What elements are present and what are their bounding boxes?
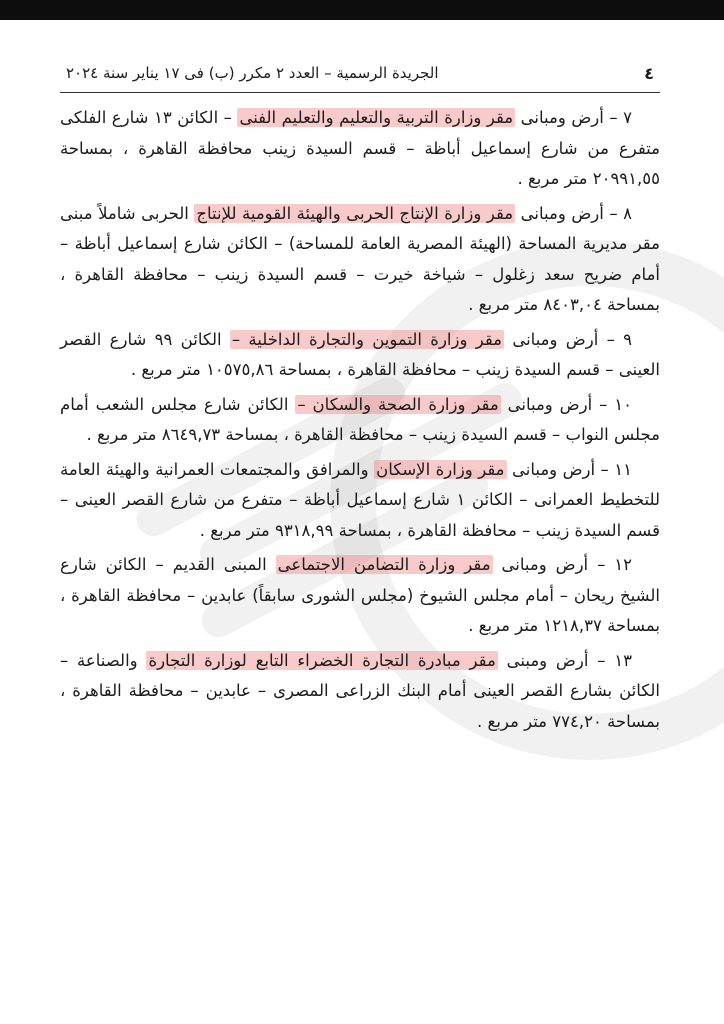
page-number: ٤ — [644, 63, 654, 83]
highlighted-text: مقر وزارة التموين والتجارة الداخلية – — [231, 329, 503, 349]
list-item-7: ٧ – أرض ومبانى مقر وزارة التربية والتعليم والتعليم الفنى – الكائن ١٣ شارع الفلكى متفرع من شارع إسماعيل أباظة – قسم السيدة زينب محافظة القاهرة ، بمساحة ٢٠٩٩١,٥٥ متر مربع . — [60, 108, 660, 188]
list-item-11: ١١ – أرض ومبانى مقر وزارة الإسكان والمرافق والمجتمعات العمرانية والهيئة العامة للتخطيط العمرانى – الكائن ١ شارع إسماعيل أباظة – متفرع من شارع القصر العينى – قسم السيدة زينب – محافظة القاهرة ، بمساحة ٩٣١٨,٩٩ متر مربع . — [60, 459, 660, 540]
highlighted-text: مقر مبادرة التجارة الخضراء التابع لوزارة التجارة — [148, 650, 496, 670]
list-item-13: ١٣ – أرض ومبنى مقر مبادرة التجارة الخضراء التابع لوزارة التجارة والصناعة – الكائن بشارع القصر العينى أمام البنك الزراعى المصرى – عابدين – محافظة القاهرة ، بمساحة ٧٧٤,٢٠ متر مربع . — [60, 650, 660, 731]
list-item-8: ٨ – أرض ومبانى مقر وزارة الإنتاج الحربى والهيئة القومية للإنتاج الحربى شاملاً مبنى مقر مديرية المساحة (الهيئة المصرية العامة للمساحة) – الكائن شارع إسماعيل أباظة – أمام ضريح سعد زغلول – شياخة خيرت – قسم السيدة زينب – محافظة القاهرة ، بمساحة ٨٤٠٣,٠٤ متر مربع . — [60, 203, 660, 314]
highlighted-text: مقر وزارة الصحة والسكان – — [297, 394, 499, 414]
gazette-page — [60, 58, 660, 737]
highlighted-text: مقر وزارة الإسكان — [376, 459, 505, 479]
header-title: الجريدة الرسمية – العدد ٢ مكرر (ب) فى ١٧ يناير سنة ٢٠٢٤ — [66, 64, 439, 82]
highlighted-text: مقر وزارة التربية والتعليم والتعليم الفنى — [239, 108, 514, 127]
list-item-10: ١٠ – أرض ومبانى مقر وزارة الصحة والسكان – الكائن شارع مجلس الشعب أمام مجلس النواب – قسم السيدة زينب – محافظة القاهرة ، بمساحة ٨٦٤٩,٧٣ متر مربع . — [60, 394, 660, 444]
highlighted-text: مقر وزارة التضامن الاجتماعى — [277, 555, 491, 574]
top-dark-bar — [0, 0, 724, 20]
page-header — [60, 58, 660, 93]
list-item-12: ١٢ – أرض ومبانى مقر وزارة التضامن الاجتماعى المبنى القديم – الكائن شارع الشيخ ريحان – أمام مجلس الشيوخ (مجلس الشورى سابقاً) عابدين – محافظة القاهرة ، بمساحة ١٢١٨,٣٧ متر مربع . — [60, 555, 660, 635]
list-item-9: ٩ – أرض ومبانى مقر وزارة التموين والتجارة الداخلية – الكائن ٩٩ شارع القصر العينى – قسم السيدة زينب – محافظة القاهرة ، بمساحة ١٠٥٧٥,٨٦ متر مربع . — [60, 329, 660, 379]
highlighted-text: مقر وزارة الإنتاج الحربى والهيئة القومية للإنتاج — [196, 203, 514, 223]
